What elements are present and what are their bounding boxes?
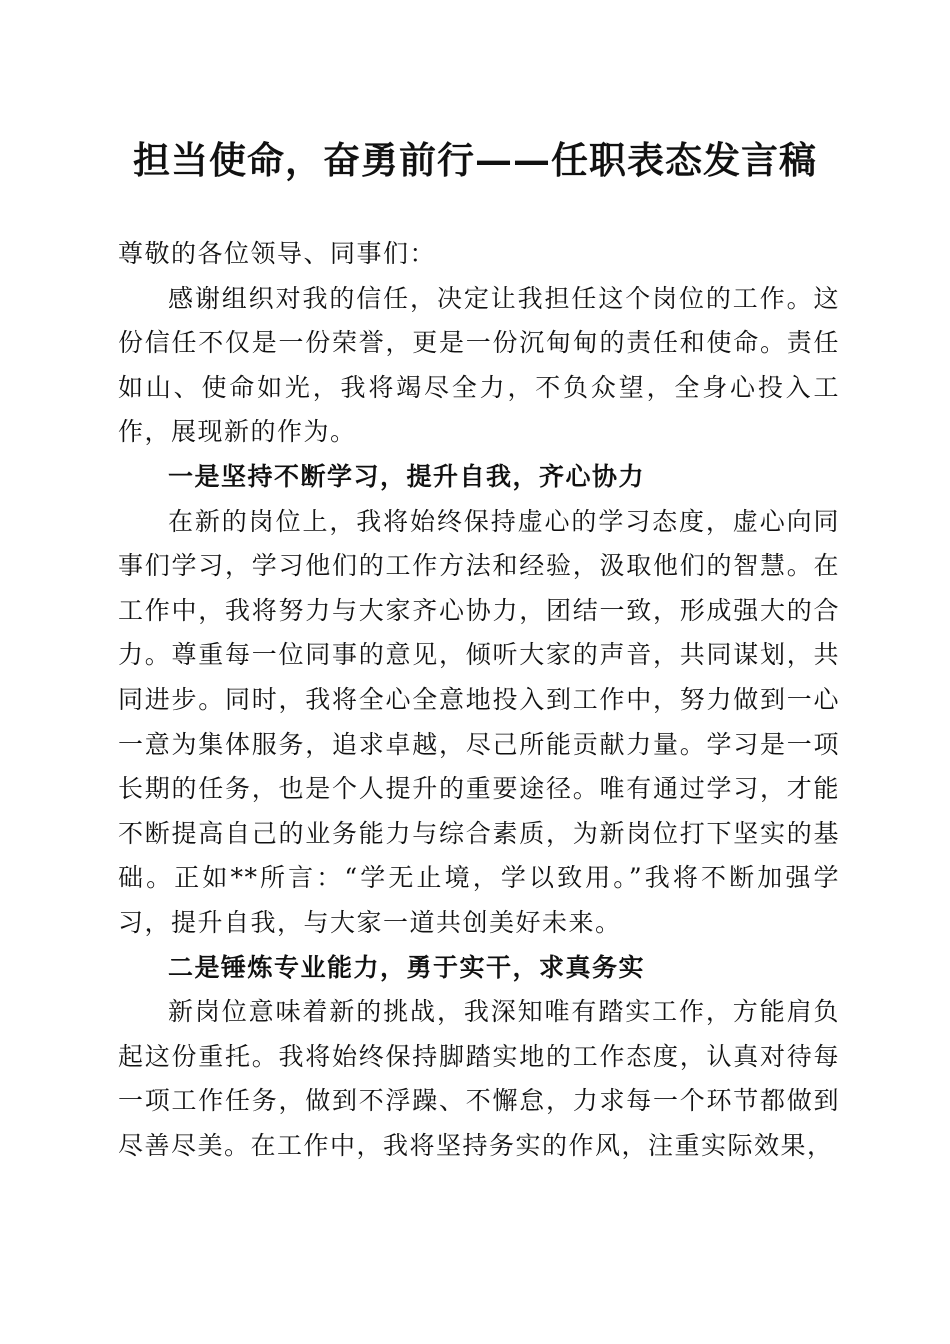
paragraph-section-2: 新岗位意味着新的挑战，我深知唯有踏实工作，方能肩负起这份重托。我将始终保持脚踏实地的工作态度，认真对待每一项工作任务，做到不浮躁、不懈怠，力求每一个环节都做到尽善尽美。在工作中，我将坚持务实的作风，注重实际效果， xyxy=(118,997,840,1160)
section-heading-2: 二是锤炼专业能力，勇于实干，求真务实 xyxy=(168,952,646,982)
paragraph-section-1: 在新的岗位上，我将始终保持虚心的学习态度，虚心向同事们学习，学习他们的工作方法和经验，汲取他们的智慧。在工作中，我将努力与大家齐心协力，团结一致，形成强大的合力。尊重每一位同事的意见，倾听大家的声音，共同谋划，共同进步。同时，我将全心全意地投入到工作中，努力做到一心一意为集体服务，追求卓越，尽己所能贡献力量。学习是一项长期的任务，也是个人提升的重要途径。唯有通过学习，才能不断提高自己的业务能力与综合素质，为新岗位打下坚实的基础。正如**所言：“学无止境，学以致用。”我将不断加强学习，提升自我，与大家一道共创美好未来。 xyxy=(118,506,840,937)
document-body xyxy=(118,232,840,1168)
paragraph-intro: 感谢组织对我的信任，决定让我担任这个岗位的工作。这份信任不仅是一份荣誉，更是一份沉甸甸的责任和使命。责任如山、使命如光，我将竭尽全力，不负众望，全身心投入工作，展现新的作为。 xyxy=(118,283,840,447)
section-heading-1: 一是坚持不断学习，提升自我，齐心协力 xyxy=(168,461,646,491)
document-title: 担当使命，奋勇前行——任职表态发言稿 xyxy=(133,138,817,182)
salutation: 尊敬的各位领导、同事们： xyxy=(118,239,437,268)
